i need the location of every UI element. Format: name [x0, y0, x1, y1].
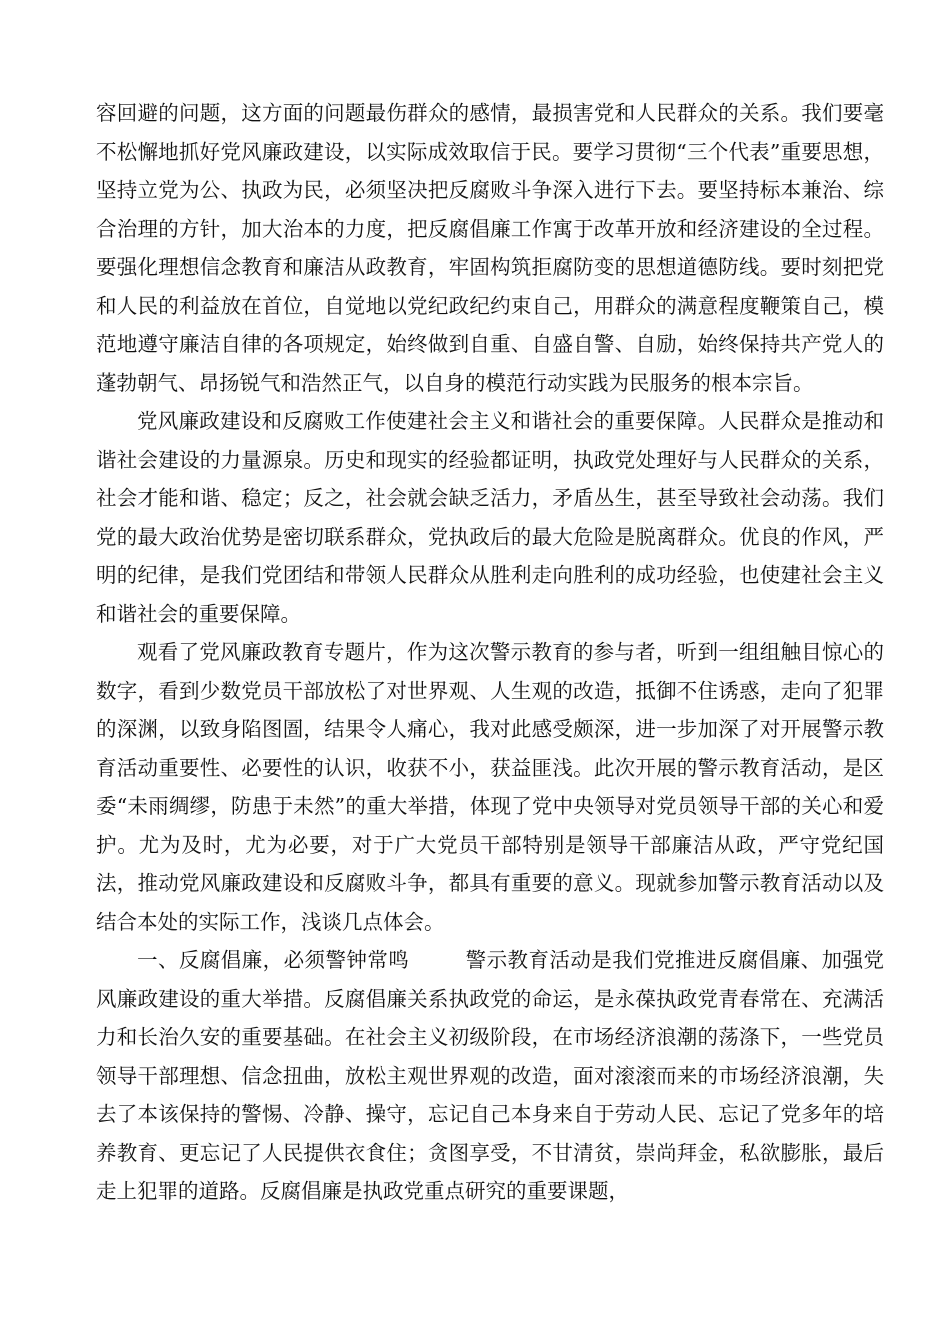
paragraph-section-one — [96, 941, 884, 1211]
paragraph-warning-education: 观看了党风廉政教育专题片，作为这次警示教育的参与者，听到一组组触目惊心的数字，看到少数党员干部放松了对世界观、人生观的改造，抵御不住诱惑，走向了犯罪的深渊，以致身陷图圄，结果令人痛心，我对此感受颇深，进一步加深了对开展警示教育活动重要性、必要性的认识，收获不小，获益匪浅。此次开展的警示教育活动，是区委“未雨绸缪，防患于未然”的重大举措，体现了党中央领导对党员领导干部的关心和爱护。尤为及时，尤为必要，对于广大党员干部特别是领导干部廉洁从政，严守党纪国法，推动党风廉政建设和反腐败斗争，都具有重要的意义。现就参加警示教育活动以及结合本处的实际工作，浅谈几点体会。 — [96, 640, 884, 934]
paragraph-harmony: 党风廉政建设和反腐败工作使建社会主义和谐社会的重要保障。人民群众是推动和谐社会建设的力量源泉。历史和现实的经验都证明，执政党处理好与人民群众的关系，社会才能和谐、稳定；反之，社会就会缺乏活力，矛盾丛生，甚至导致社会动荡。我们党的最大政治优势是密切联系群众，党执政后的最大危险是脱离群众。优良的作风，严明的纪律，是我们党团结和带领人民群众从胜利走向胜利的成功经验，也使建社会主义和谐社会的重要保障。 — [96, 409, 884, 626]
section-heading: 一、反腐倡廉，必须警钟常鸣 — [137, 948, 410, 972]
document-body — [96, 94, 884, 1211]
paragraph-continuation: 容回避的问题，这方面的问题最伤群众的感情，最损害党和人民群众的关系。我们要毫不松懈地抓好党风廉政建设，以实际成效取信于民。要学习贯彻“三个代表”重要思想，坚持立党为公、执政为民，必须坚决把反腐败斗争深入进行下去。要坚持标本兼治、综合治理的方针，加大治本的力度，把反腐倡廉工作寓于改革开放和经济建设的全过程。要强化理想信念教育和廉洁从政教育，牢固构筑拒腐防变的思想道德防线。要时刻把党和人民的利益放在首位，自觉地以党纪政纪约束自己，用群众的满意程度鞭策自己，模范地遵守廉洁自律的各项规定，始终做到自重、自盛自警、自励，始终保持共产党人的蓬勃朝气、昂扬锐气和浩然正气，以自身的模范行动实践为民服务的根本宗旨。 — [96, 101, 884, 395]
section-body: 警示教育活动是我们党推进反腐倡廉、加强党风廉政建设的重大举措。反腐倡廉关系执政党的命运，是永葆执政党青春常在、充满活力和长治久安的重要基础。在社会主义初级阶段，在市场经济浪潮的荡涤下，一些党员领导干部理想、信念扭曲，放松主观世界观的改造，面对滚滚而来的市场经济浪潮，失去了本该保持的警惕、冷静、操守，忘记自己本身来自于劳动人民、忘记了党多年的培养教育、更忘记了人民提供衣食住；贪图享受，不甘清贫，崇尚拜金，私欲膨胀，最后走上犯罪的道路。反腐倡廉是执政党重点研究的重要课题， — [96, 948, 885, 1203]
